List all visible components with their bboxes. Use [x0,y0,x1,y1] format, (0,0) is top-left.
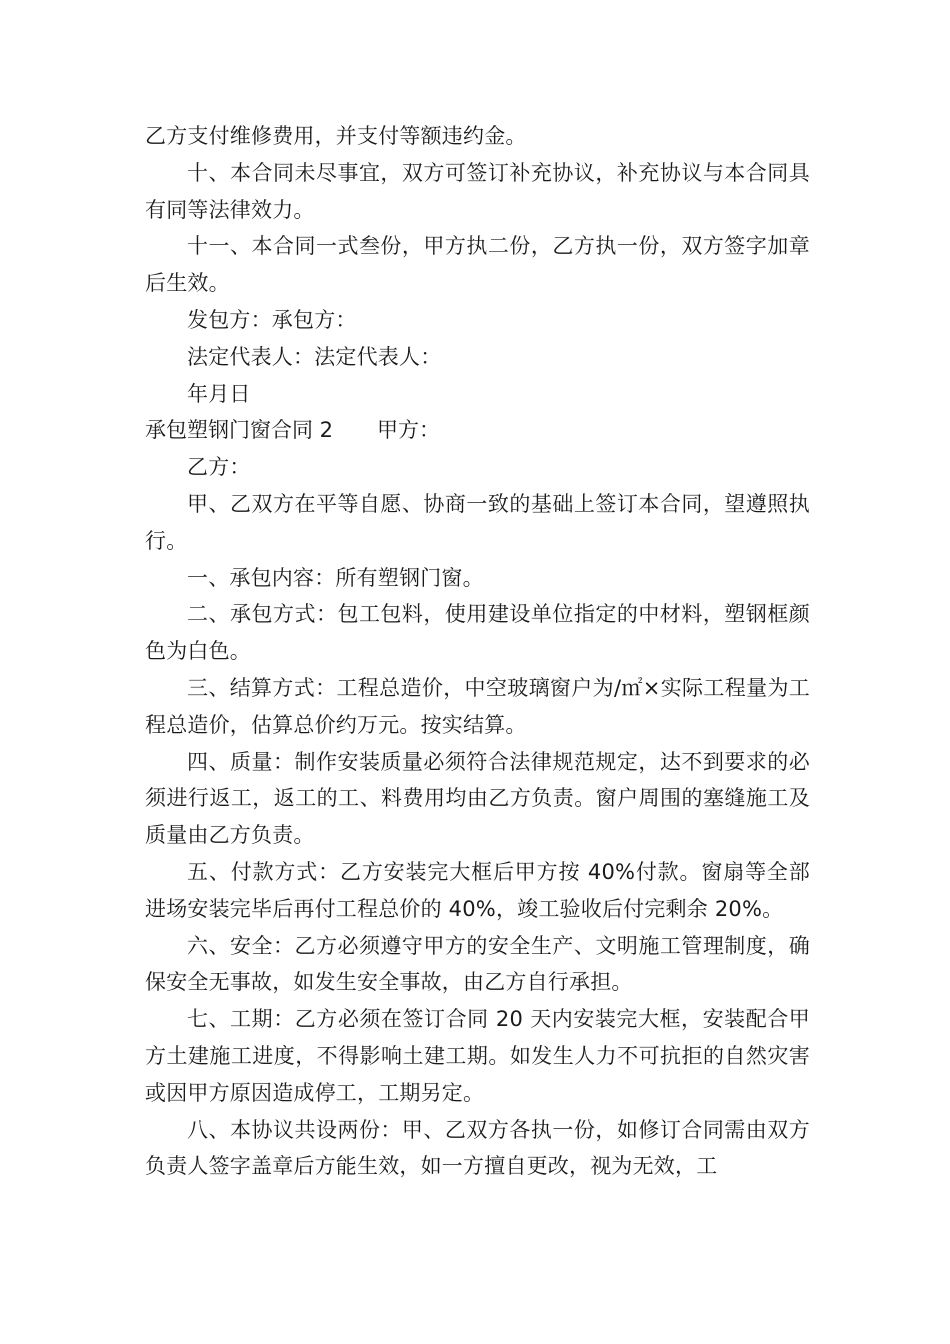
signature-date-line: 年月日 [187,381,251,406]
paragraph-clause-10: 十、本合同未尽事宜，双方可签订补充协议，补充协议与本合同具有同等法律效力。 [145,160,810,222]
contract-title-line [145,412,810,449]
paragraph-copies: 八、本协议共设两份：甲、乙双方各执一份，如修订合同需由双方负责人签字盖章后方能生效，如一方擅自更改，视为无效，工 [145,1117,810,1179]
contract-title: 承包塑钢门窗合同 2 [145,418,334,443]
paragraph-clause-11: 十一、本合同一式叁份，甲方执二份，乙方执一份，双方签字加章后生效。 [145,234,810,296]
paragraph-settlement: 三、结算方式：工程总造价，中空玻璃窗户为/㎡×实际工程量为工程总造价，估算总价约万元。按实结算。 [145,675,810,737]
paragraph-safety: 六、安全：乙方必须遵守甲方的安全生产、文明施工管理制度，确保安全无事故，如发生安全事故，由乙方自行承担。 [145,933,810,995]
document-page [145,118,810,1185]
paragraph-payment: 五、付款方式：乙方安装完大框后甲方按 40%付款。窗扇等全部进场安装完毕后再付工程总价的 40%，竣工验收后付完剩余 20%。 [145,859,810,921]
paragraph-repair-costs: 乙方支付维修费用，并支付等额违约金。 [145,124,527,148]
signature-parties-line: 发包方：承包方： [187,307,357,332]
paragraph-schedule: 七、工期：乙方必须在签订合同 20 天内安装完大框，安装配合甲方土建施工进度，不得影响土建工期。如发生人力不可抗拒的自然灾害或因甲方原因造成停工，工期另定。 [145,1007,810,1105]
party-a-label: 甲方： [377,418,441,443]
party-b-label: 乙方： [187,455,251,480]
paragraph-scope: 一、承包内容：所有塑钢门窗。 [187,565,484,590]
paragraph-quality: 四、质量：制作安装质量必须符合法律规范规定，达不到要求的必须进行返工，返工的工、料费用均由乙方负责。窗户周围的塞缝施工及质量由乙方负责。 [145,749,810,848]
signature-representatives-line: 法定代表人：法定代表人： [187,344,442,369]
paragraph-method: 二、承包方式：包工包料，使用建设单位指定的中材料，塑钢框颜色为白色。 [145,602,810,664]
paragraph-preamble: 甲、乙双方在平等自愿、协商一致的基础上签订本合同，望遵照执行。 [145,491,810,553]
